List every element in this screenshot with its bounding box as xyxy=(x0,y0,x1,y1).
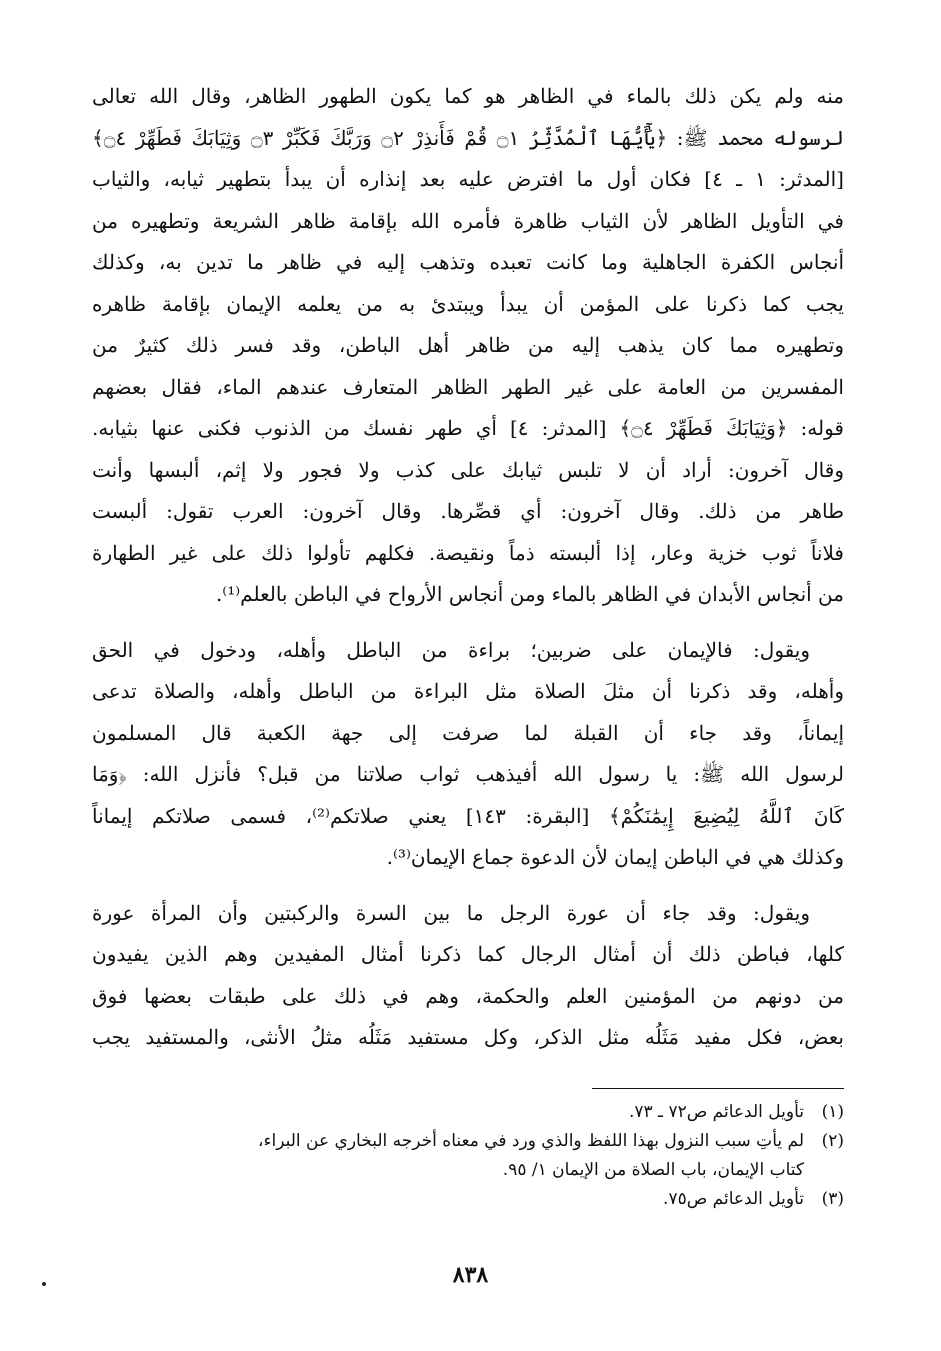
text-line: كلها، فباطن ذلك أن أمثال الرجال كما ذكرنا أمثال المفيدين وهم الذين يفيدون xyxy=(92,942,844,966)
text-line: في التأويل الظاهر لأن الثياب ظاهرة فأمره الله بإقامة ظاهر الشريعة وتطهيره من xyxy=(92,208,844,233)
text-line: كَانَ ٱللَّهُ لِيُضِيعَ إِيمَٰنَكُمْ﴾ [البقرة: ١٤٣] يعني صلاتكم⁽²⁾، فسمى صلاتكم إيماناً xyxy=(92,803,844,828)
text-line: يجب كما ذكرنا على المؤمن أن يبدأ ويبتدئ به من يعلمه الإيمان بإقامة ظاهره xyxy=(92,291,844,316)
text-line: بعض، فكل مفيد مَثَلُه مثل الذكر، وكل مستفيد مَثَلُه مثلُ الأنثى، والمستفيد يجب xyxy=(92,1025,844,1049)
text-line: لرسوله محمد ﷺ: ﴿يَٰٓأَيُّهَا ٱلْمُدَّثِّرُ ۝١ قُمْ فَأَنذِرْ ۝٢ وَرَبَّكَ فَكَبِّرْ ۝٣ وَثِيَابَكَ فَطَهِّرْ ۝٤﴾ xyxy=(92,125,844,150)
text-line: [المدثر: ١ ـ ٤] فكان أول ما افترض عليه بعد إنذاره أن يبدأ بتطهير ثيابه، والثياب xyxy=(92,167,844,191)
footnote-separator xyxy=(592,1088,844,1089)
footnote xyxy=(92,1185,844,1214)
footnote-number: (٣) xyxy=(821,1189,844,1209)
footnote-text: تأويل الدعائم ص٧٢ ـ ٧٣. xyxy=(628,1102,804,1122)
text-line: وقال آخرون: أراد أن لا تلبس ثيابك على كذب ولا فجور ولا إثم، ألبسها وأنت xyxy=(92,457,844,482)
text-line: من أنجاس الأبدان في الظاهر بالماء ومن أنجاس الأرواح في الباطن بالعلم⁽¹⁾. xyxy=(215,582,844,606)
footnote xyxy=(92,1098,844,1127)
text-line: إيماناً، وقد جاء أن القبلة لما صرفت إلى جهة الكعبة قال المسلمون xyxy=(92,720,844,745)
footnote-number: (٢) xyxy=(821,1131,844,1151)
paragraph-3 xyxy=(92,893,844,1059)
paragraph-2 xyxy=(92,630,844,879)
text-line: لرسول الله ﷺ: يا رسول الله أفيذهب ثواب صلاتنا من قبل؟ فأنزل الله: ﴿وَمَا xyxy=(92,762,844,786)
footnote-text: كتاب الإيمان، باب الصلاة من الإيمان ١/ ٩٥. xyxy=(502,1160,804,1180)
footnote-text: تأويل الدعائم ص٧٥. xyxy=(663,1189,804,1209)
text-line: من دونهم من المؤمنين العلم والحكمة، وهم في ذلك على طبقات بعضها فوق xyxy=(92,983,844,1008)
paragraph-1 xyxy=(92,76,844,616)
text-line: ويقول: وقد جاء أن عورة الرجل ما بين السرة والركبتين وأن المرأة عورة xyxy=(92,900,810,925)
text-line: وتطهيره مما كان يذهب إليه من ظاهر أهل الباطن، وقد فسر ذلك كثيرٌ من xyxy=(92,333,844,357)
text-line: المفسرين من العامة على غير الطهر الظاهر المتعارف عندهم الماء، فقال بعضهم xyxy=(92,374,844,399)
footnote-text: لم يأتِ سبب النزول بهذا اللفظ والذي ورد في معناه أخرجه البخاري عن البراء، xyxy=(258,1131,804,1151)
text-line: وكذلك هي في الباطن إيمان لأن الدعوة جماع الإيمان⁽³⁾. xyxy=(386,845,844,869)
scan-speck xyxy=(42,1282,46,1286)
text-line: طاهر من ذلك. وقال آخرون: أي قصِّرها. وقال آخرون: العرب تقول: ألبست xyxy=(92,499,844,523)
footnotes xyxy=(92,1098,844,1214)
page-number: ٨٣٨ xyxy=(452,1262,489,1288)
text-line: قوله: ﴿وَثِيَابَكَ فَطَهِّرْ ۝٤﴾ [المدثر: ٤] أي طهر نفسك من الذنوب فكنى عنها بثيابه. xyxy=(92,416,844,440)
text-line: وأهله، وقد ذكرنا أن مثلَ الصلاة مثل البراءة من الباطل وأهله، والصلاة تدعى xyxy=(92,679,844,703)
text-line: منه ولم يكن ذلك بالماء في الظاهر هو كما يكون الطهور الظاهر، وقال الله تعالى xyxy=(92,84,844,108)
text-line: أنجاس الكفرة الجاهلية وما كانت تعبده وتذهب إليه في ظاهر ما تدين به، وكذلك xyxy=(92,250,844,274)
footnote xyxy=(92,1127,844,1185)
main-text xyxy=(92,76,844,1059)
footnote-number: (١) xyxy=(821,1102,844,1122)
text-line: ويقول: فالإيمان على ضربين؛ براءة من الباطل وأهله، ودخول في الحق xyxy=(92,637,810,662)
text-line: فلاناً ثوب خزية وعار، إذا ألبسته ذماً ونقيصة. فكلهم تأولوا ذلك على غير الطهارة xyxy=(92,540,844,565)
